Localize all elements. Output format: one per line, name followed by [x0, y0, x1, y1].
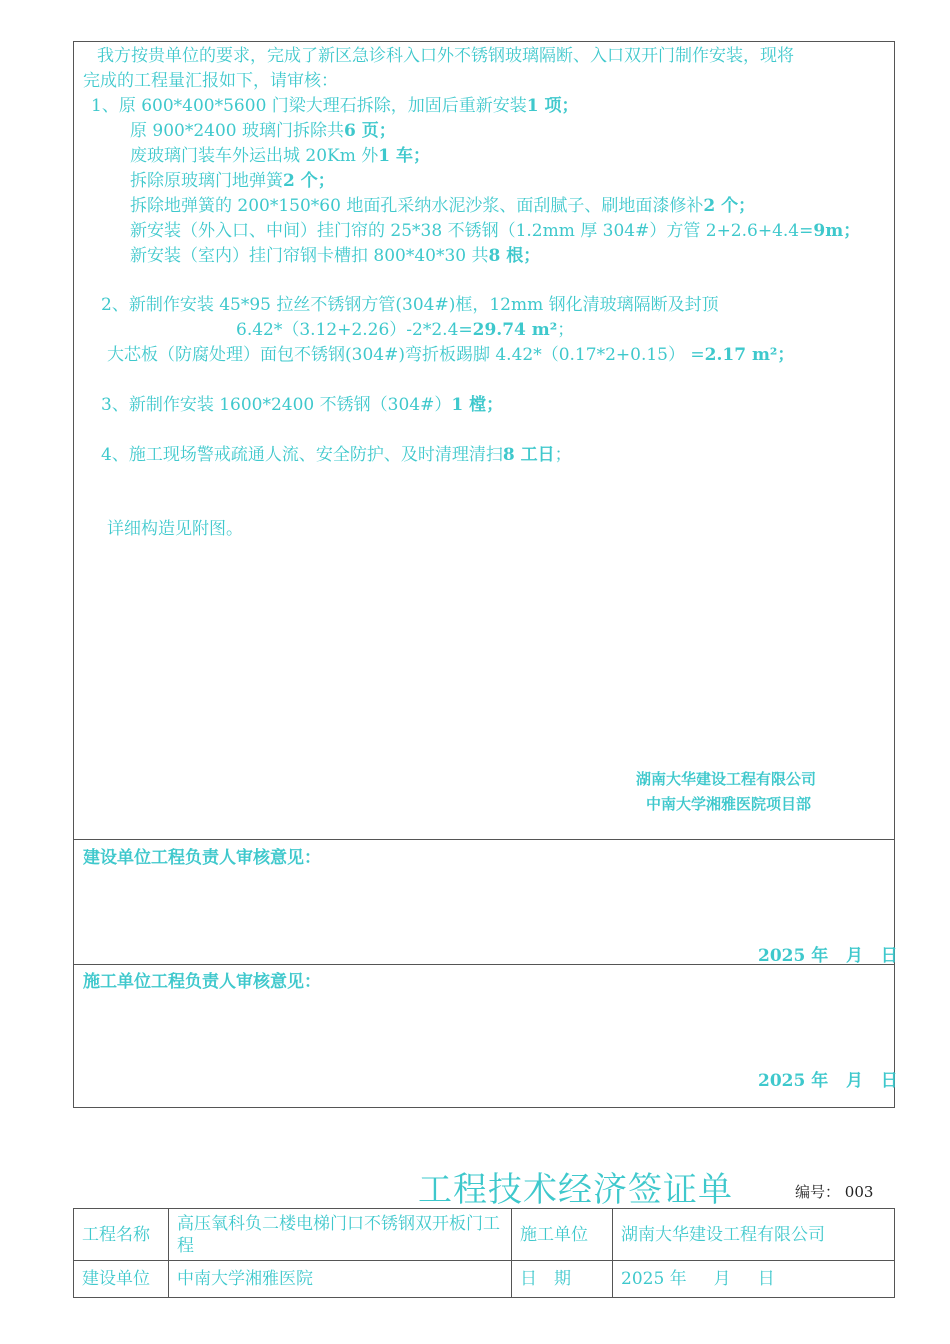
date-value: 2025 年 月 日: [613, 1261, 895, 1298]
item-1-b: 废玻璃门装车外运出城 20Km 外1 车；: [130, 146, 431, 166]
item-1-e: 新安装（外入口、中间）挂门帘的 25*38 不锈钢（1.2mm 厚 304#）方管 2+2.6+4.4=9m；: [130, 221, 861, 241]
project-value: 高压氧科负二楼电梯门口不锈钢双开板门工程: [169, 1209, 512, 1261]
contractor-review-label: 施工单位工程负责人审核意见：: [83, 972, 321, 992]
item-1-f: 新安装（室内）挂门帘钢卡槽扣 800*40*30 共8 根；: [130, 246, 541, 266]
item-2-skirting: 大芯板（防腐处理）面包不锈钢(304#)弯折板踢脚 4.42*（0.17*2+0.15） =2.17 m²；: [107, 345, 795, 365]
contractor-review-date: 2025 年 月 日: [758, 1071, 898, 1091]
intro-line-1: 我方按贵单位的要求，完成了新区急诊科入口外不锈钢玻璃隔断、入口双开门制作安装，现将: [97, 46, 794, 66]
form-number: 编号： 003: [795, 1183, 874, 1201]
detail-note: 详细构造见附图。: [107, 519, 243, 539]
owner-value: 中南大学湘雅医院: [169, 1261, 512, 1298]
project-department: 中南大学湘雅医院项目部: [646, 795, 812, 813]
item-1-a: 原 900*2400 玻璃门拆除共6 页；: [130, 121, 396, 141]
owner-review-date: 2025 年 月 日: [758, 946, 898, 966]
item-2-formula: 6.42*（3.12+2.26）-2*2.4=29.74 m²；: [236, 320, 575, 340]
form-title: 工程技术经济签证单: [418, 1170, 733, 1210]
builder-value: 湖南大华建设工程有限公司: [613, 1209, 895, 1261]
intro-line-2: 完成的工程量汇报如下，请审核：: [83, 71, 338, 91]
builder-label: 施工单位: [512, 1209, 613, 1261]
owner-review-label: 建设单位工程负责人审核意见：: [83, 848, 321, 868]
date-label: 日 期: [512, 1261, 613, 1298]
item-3: 3、新制作安装 1600*2400 不锈钢（304#）1 樘；: [101, 395, 504, 415]
item-1-d: 拆除地弹簧的 200*150*60 地面孔采纳水泥沙浆、面刮腻子、刷地面漆修补2 个；: [130, 196, 756, 216]
item-4: 4、施工现场警戒疏通人流、安全防护、及时清理清扫8 工日；: [101, 445, 572, 465]
item-2: 2、新制作安装 45*95 拉丝不锈钢方管(304#)框，12mm 钢化清玻璃隔断及封顶: [101, 295, 719, 315]
item-1: 1、原 600*400*5600 门梁大理石拆除，加固后重新安装1 项；: [91, 96, 579, 116]
owner-label: 建设单位: [74, 1261, 169, 1298]
company-name: 湖南大华建设工程有限公司: [636, 770, 817, 788]
project-label: 工程名称: [74, 1209, 169, 1261]
item-1-c: 拆除原玻璃门地弹簧2 个；: [130, 171, 335, 191]
info-table: [73, 1208, 895, 1298]
